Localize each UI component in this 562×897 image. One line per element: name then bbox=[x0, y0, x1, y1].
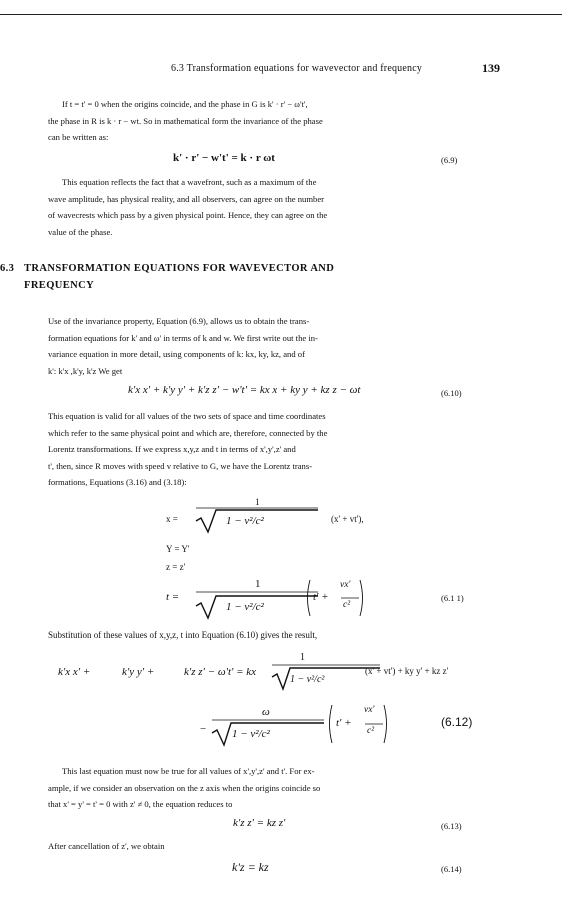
eq612-term2: k'y y' + bbox=[122, 666, 155, 678]
section-number: 6.3 bbox=[0, 263, 15, 274]
text-line: wave amplitude, has physical reality, and all observers, can agree on the number bbox=[48, 193, 325, 204]
eq612-denominator1: 1 − v²/c² bbox=[290, 674, 325, 685]
paragraph-substitution bbox=[48, 627, 488, 644]
equation-number-6-14: (6.14) bbox=[441, 864, 462, 874]
eq-x-rest: (x' + vt'), bbox=[331, 514, 364, 524]
equation-6-10: k'x x' + k'y y' + k'z z' − w't' = kx x + ky y + kz z − ωt bbox=[128, 384, 361, 396]
eq612-omega: ω bbox=[262, 706, 270, 718]
equation-6-9: k' · r' − w't' = k · r ωt bbox=[173, 152, 275, 164]
paragraph-true-for-all bbox=[48, 763, 468, 813]
equation-6-14: k'z = kz bbox=[232, 860, 269, 874]
text-line: This equation is valid for all values of the two sets of space and time coordinates bbox=[48, 411, 326, 421]
text-line: If t = t' = 0 when the origins coincide, and the phase in G is k' · r' − ω't', bbox=[62, 99, 308, 109]
running-head: 6.3 Transformation equations for wavevector and frequency bbox=[171, 63, 423, 74]
eq612-paren-text: t' + bbox=[336, 717, 352, 729]
top-rule bbox=[0, 14, 562, 15]
eq-x-numerator: 1 bbox=[255, 497, 260, 507]
text-line: formations, Equations (3.16) and (3.18): bbox=[48, 477, 187, 488]
running-header bbox=[0, 63, 562, 77]
eq612-denominator2: 1 − v²/c² bbox=[232, 728, 270, 740]
text-line: Substitution of these values of x,y,z, t into Equation (6.10) gives the result, bbox=[48, 630, 318, 640]
eq612-rest: (x' + vt') + ky y' + kz z' bbox=[365, 666, 449, 676]
text-line: k': k'x ,k'y, k'z We get bbox=[48, 365, 123, 376]
text-line: the phase in R is k · r − wt. So in mathematical form the invariance of the phase bbox=[48, 115, 323, 126]
eq-t-vx: vx' bbox=[340, 580, 351, 590]
eq612-one: 1 bbox=[300, 652, 305, 663]
text-line: Lorentz transformations. If we express x,y,z and t in terms of x',y',z' and bbox=[48, 444, 296, 455]
eq-t-paren-text: t' + bbox=[313, 591, 329, 603]
eq612-vx: vx' bbox=[364, 705, 375, 715]
equation-number-6-9: (6.9) bbox=[441, 155, 458, 165]
text-line: of wavecrests which pass by a given physical point. Hence, they can agree on the bbox=[48, 210, 328, 221]
eq612-term1: k'x x' + bbox=[58, 666, 91, 678]
paragraph-phase-invariance bbox=[48, 96, 468, 146]
text-line: which refer to the same physical point and which are, therefore, connected by the bbox=[48, 427, 328, 438]
eq-x-denominator: 1 − v²/c² bbox=[226, 515, 264, 527]
text-line: This last equation must now be true for all values of x',y',z' and t'. For ex- bbox=[62, 766, 315, 776]
page-number: 139 bbox=[482, 61, 500, 75]
eq-z: z = z' bbox=[166, 562, 186, 572]
eq-x-lhs: x = bbox=[166, 514, 178, 524]
text-line: After cancellation of z', we obtain bbox=[48, 841, 165, 851]
text-line: ample, if we consider an observation on the z axis when the origins coincide so bbox=[48, 782, 321, 793]
eq-y: Y = Y' bbox=[166, 544, 190, 554]
eq612-c2: c² bbox=[367, 726, 375, 736]
paragraph-cancellation bbox=[48, 838, 468, 855]
eq612-minus: − bbox=[200, 723, 207, 735]
eq-t-denominator: 1 − v²/c² bbox=[226, 601, 264, 613]
text-line: Use of the invariance property, Equation (6.9), allows us to obtain the trans- bbox=[48, 316, 310, 326]
paragraph-wavefront bbox=[48, 174, 468, 240]
eq612-term3: k'z z' − ω't' = kx bbox=[184, 666, 257, 678]
eq-t-numerator: 1 bbox=[255, 578, 261, 590]
eq-t-c2: c² bbox=[343, 600, 351, 610]
eq-t-lhs: t = bbox=[166, 591, 180, 603]
equation-number-6-11: (6.1 1) bbox=[441, 593, 464, 603]
equation-6-13: k'z z' = kz z' bbox=[233, 817, 286, 829]
equation-number-6-10: (6.10) bbox=[441, 388, 462, 398]
text-line: variance equation in more detail, using components of k: kx, ky, kz, and of bbox=[48, 349, 305, 360]
section-title-line1: TRANSFORMATION EQUATIONS FOR WAVEVECTOR AND bbox=[24, 263, 335, 274]
text-line: This equation reflects the fact that a wavefront, such as a maximum of the bbox=[62, 177, 317, 187]
text-line: can be written as: bbox=[48, 132, 109, 143]
equation-number-6-12: (6.12) bbox=[441, 715, 473, 729]
text-line: t', then, since R moves with speed v relative to G, we have the Lorentz trans- bbox=[48, 460, 313, 471]
paragraph-lorentz bbox=[48, 408, 468, 491]
text-line: formation equations for k' and ω' in terms of k and w. We first write out the in- bbox=[48, 332, 318, 343]
text-line: that x' = y' = t' = 0 with z' ≠ 0, the equation reduces to bbox=[48, 799, 233, 810]
paragraph-invariance-property bbox=[48, 313, 468, 379]
text-line: value of the phase. bbox=[48, 226, 113, 237]
section-title-line2: FREQUENCY bbox=[24, 280, 95, 291]
equation-number-6-13: (6.13) bbox=[441, 821, 462, 831]
